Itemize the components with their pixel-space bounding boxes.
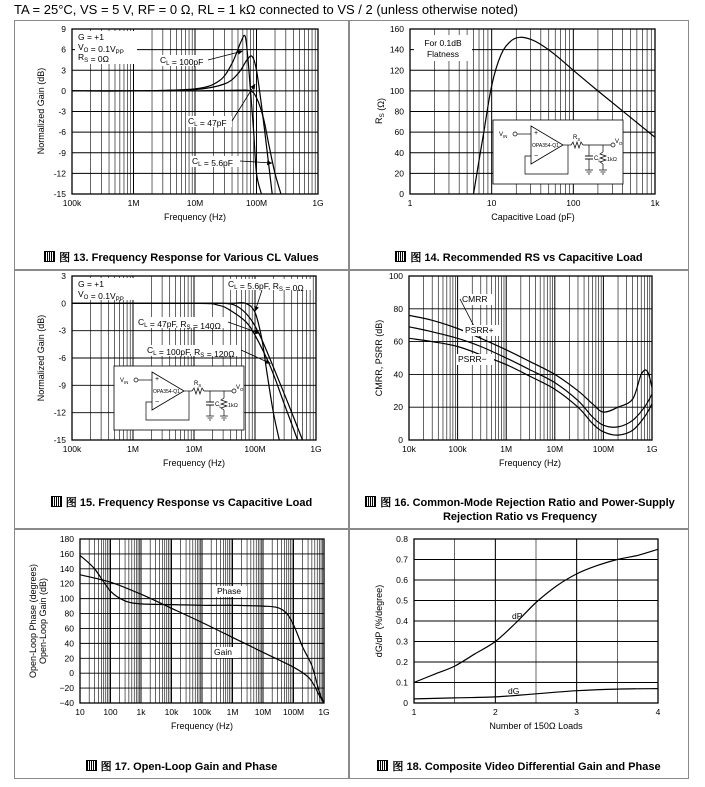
y-tick-label: -6 [58, 127, 66, 138]
caption-text: Frequency Response for Various CL Values [91, 252, 319, 264]
y-tick-label: 0 [403, 698, 408, 708]
y-axis-label: CMRR, PSRR (dB) [374, 319, 384, 397]
label-cl-47pf: $C_L = 47pF$ [188, 116, 227, 128]
caption-text: Composite Video Differential Gain and Phase [424, 761, 661, 773]
y-tick-label: 180 [59, 534, 74, 544]
caption-prefix: 图 16. [380, 497, 410, 509]
label-phase: Phase [217, 586, 242, 596]
x-tick-label: 10k [164, 707, 179, 717]
circuit-rs-label: $R_S$ [194, 381, 202, 388]
y-tick-label: 0 [398, 435, 403, 445]
label-cmrr: CMRR [462, 294, 488, 304]
caption-prefix: 图 13. [59, 252, 89, 264]
y-tick-label: 3 [61, 65, 66, 76]
opamp-part-label: OPA354-Q1 [532, 143, 559, 149]
x-axis-label: Frequency (Hz) [162, 458, 226, 468]
caption-figure-14 [349, 251, 689, 265]
label-gain: Gain [214, 647, 232, 657]
y-tick-label: 40 [64, 638, 74, 649]
y-tick-label: 100 [389, 85, 404, 96]
y-tick-label: -12 [53, 407, 66, 418]
opamp-part-label: OPA354-Q1 [153, 389, 180, 395]
circuit-vo-label: $V_O$ [236, 385, 244, 392]
circuit-vo-label: $V_O$ [615, 139, 623, 146]
y-tick-label: 0 [399, 189, 404, 199]
y-tick-label: 80 [64, 608, 74, 619]
y-axis-label: Normalized Gain (dB) [36, 314, 46, 402]
condition-legend-line: $V_O = 0.1V_{PP}$ [78, 42, 124, 56]
y-tick-label: -3 [58, 106, 66, 117]
circuit-cl-label: $C_L$ [594, 156, 601, 163]
y-tick-label: 60 [64, 623, 74, 634]
x-tick-label: 1G [646, 444, 658, 454]
y-axis-label: Open-Loop Gain (dB) [38, 577, 48, 665]
x-tick-label: 1G [318, 707, 330, 717]
x-tick-label: 2 [492, 707, 498, 717]
caption-icon [377, 760, 388, 771]
y-tick-label: 9 [61, 24, 66, 34]
opamp-minus: − [534, 153, 539, 160]
y-tick-label: -3 [58, 325, 66, 336]
x-tick-label: 1G [312, 198, 324, 208]
y-tick-label: 0.3 [396, 636, 408, 647]
y-tick-label: -12 [53, 168, 66, 179]
label-cl-47pf-rs-140: $C_L = 47pF$, $R_S = 140\Omega$ [138, 317, 221, 331]
condition-legend-line: $R_S = 0\Omega$ [78, 52, 109, 64]
condition-legend-line: $V_O = 0.1V_{PP}$ [78, 289, 124, 303]
y-tick-label: 40 [393, 369, 403, 380]
x-tick-label: 1M [226, 707, 239, 717]
x-tick-label: 1k [650, 198, 660, 208]
y-tick-label: 0 [69, 668, 74, 679]
caption-icon [44, 251, 55, 262]
circuit-vin-label: $V_{IN}$ [499, 132, 508, 139]
y-axis-label: Normalized Gain (dB) [36, 67, 46, 155]
label-dg: dG [508, 686, 520, 696]
y-tick-label: 120 [59, 578, 74, 589]
x-tick-label: 1M [127, 444, 139, 454]
y-tick-label: 3 [61, 271, 66, 281]
x-tick-label: 10 [486, 198, 497, 208]
y-tick-label: 0 [61, 298, 66, 309]
y-tick-label: 100 [388, 271, 403, 281]
x-tick-label: 1M [500, 444, 513, 454]
x-tick-label: 3 [574, 707, 580, 717]
y-tick-label: 0.6 [396, 575, 408, 585]
y-tick-label: 140 [389, 44, 404, 55]
label-cl-5p6pf: $C_L = 5.6pF$ [192, 156, 233, 168]
x-tick-label: 100 [566, 198, 581, 208]
y-tick-label: −40 [59, 698, 74, 708]
x-tick-label: 1 [407, 198, 413, 208]
circuit-vin-label: $V_{IN}$ [120, 378, 129, 385]
y-tick-label: 80 [394, 106, 404, 117]
y-tick-label: -6 [58, 353, 66, 363]
caption-icon [86, 760, 97, 771]
y-tick-label: -15 [53, 189, 66, 199]
y-tick-label: 0.7 [396, 554, 408, 565]
y-tick-label: 6 [61, 44, 66, 55]
y-tick-label: −20 [59, 683, 74, 694]
y-tick-label: 80 [393, 303, 403, 314]
opamp-minus: − [155, 399, 160, 406]
x-tick-label: 10k [402, 444, 416, 454]
x-tick-label: 100M [592, 444, 615, 454]
y-tick-label: 0.5 [396, 595, 408, 606]
x-axis-label: Capacitive Load (pF) [491, 212, 575, 222]
caption-text: Recommended RS vs Capacitive Load [442, 252, 643, 264]
y-tick-label: 0.4 [396, 616, 408, 626]
x-tick-label: 1G [310, 444, 322, 454]
y-tick-label: 160 [59, 548, 74, 559]
grid-group [414, 539, 658, 703]
y-tick-label: -15 [53, 435, 66, 445]
x-tick-label: 1 [411, 707, 417, 717]
label-psrr-minus: PSRR− [458, 354, 487, 364]
x-tick-label: 100k [448, 444, 467, 454]
y-tick-label: 0 [61, 85, 66, 96]
label-dp: dP [512, 611, 523, 621]
x-tick-label: 100k [62, 444, 82, 454]
x-tick-label: 100 [103, 707, 118, 717]
x-tick-label: 1k [136, 707, 146, 717]
x-tick-label: 100M [245, 198, 268, 208]
caption-icon [365, 496, 376, 507]
conditions-header: TA = 25°C, VS = 5 V, RF = 0 Ω, RL = 1 kΩ connected to VS / 2 (unless otherwise noted) [14, 2, 518, 17]
label-psrr-plus: PSRR+ [465, 325, 494, 335]
y-tick-label: 60 [393, 336, 403, 347]
x-tick-label: 10M [186, 198, 204, 208]
x-tick-label: 10M [254, 707, 272, 717]
x-tick-label: 10M [546, 444, 564, 454]
caption-prefix: 图 18. [392, 761, 422, 773]
y-tick-label: 160 [389, 24, 404, 34]
caption-text: Frequency Response vs Capacitive Load [98, 497, 313, 509]
y-axis-label: Open-Loop Phase (degrees) [28, 563, 38, 679]
y-tick-label: -9 [58, 380, 66, 391]
flatness-annotation: For 0.1dB [424, 38, 462, 48]
caption-icon [395, 251, 406, 262]
x-tick-label: 4 [655, 707, 661, 717]
x-axis-label: Number of 150Ω Loads [489, 721, 583, 731]
flatness-annotation: Flatness [426, 49, 460, 59]
circuit-cl-label: $C_L$ [215, 402, 222, 409]
y-axis-label: dG/dP (%/degree) [374, 584, 384, 658]
y-tick-label: 120 [389, 65, 404, 76]
y-tick-label: 0.8 [396, 534, 408, 544]
x-tick-label: 100M [244, 444, 266, 454]
y-tick-label: 0.1 [396, 677, 408, 688]
x-axis-label: Frequency (Hz) [163, 212, 227, 222]
caption-icon [51, 496, 62, 507]
caption-figure-13 [14, 251, 349, 265]
caption-figure-17 [14, 760, 349, 774]
opamp-plus: + [534, 130, 539, 137]
caption-text: Open-Loop Gain and Phase [133, 761, 278, 773]
label-cl-100pf-rs-120: $C_L = 100pF$, $R_S = 120\Omega$ [147, 345, 235, 359]
circuit-rl-label: 1kΩ [228, 403, 238, 409]
x-axis-label: Frequency (Hz) [170, 721, 234, 731]
circuit-rs-label: $R_S$ [573, 135, 581, 142]
caption-figure-15 [14, 496, 349, 510]
y-tick-label: 40 [394, 147, 404, 158]
x-tick-label: 1M [127, 198, 140, 208]
label-cl-100pf: $C_L = 100pF$ [160, 55, 204, 67]
caption-figure-18 [349, 760, 689, 774]
label-cl-5p6pf-rs-0: $C_L = 5.6pF$, $R_S = 0\Omega$ [228, 279, 304, 293]
x-axis-label: Frequency (Hz) [498, 458, 562, 468]
caption-prefix: 图 15. [65, 497, 96, 509]
caption-figure-16 [360, 496, 680, 524]
y-axis-label: $R_S$ (Ω) [374, 97, 386, 125]
circuit-rl-label: 1kΩ [607, 157, 617, 163]
y-tick-label: -9 [58, 147, 66, 158]
caption-prefix: 图 17. [100, 761, 131, 773]
caption-prefix: 图 14. [410, 252, 440, 264]
opamp-plus: + [155, 376, 160, 383]
x-tick-label: 100M [282, 707, 305, 717]
y-tick-label: 100 [59, 593, 74, 604]
y-tick-label: 0.2 [396, 657, 408, 667]
condition-legend-line: G = +1 [78, 279, 104, 289]
x-tick-label: 10 [75, 707, 85, 717]
y-tick-label: 140 [59, 563, 74, 574]
x-tick-label: 10M [185, 444, 203, 454]
x-tick-label: 100k [62, 198, 82, 208]
y-tick-label: 20 [64, 653, 74, 664]
caption-text: Common-Mode Rejection Ratio and Power-Supply Rejection Ratio vs Frequency [412, 497, 675, 523]
condition-legend-line: G = +1 [78, 32, 104, 42]
y-tick-label: 60 [394, 127, 404, 138]
y-tick-label: 20 [394, 168, 404, 179]
y-tick-label: 20 [393, 402, 403, 413]
x-tick-label: 100k [192, 707, 212, 717]
